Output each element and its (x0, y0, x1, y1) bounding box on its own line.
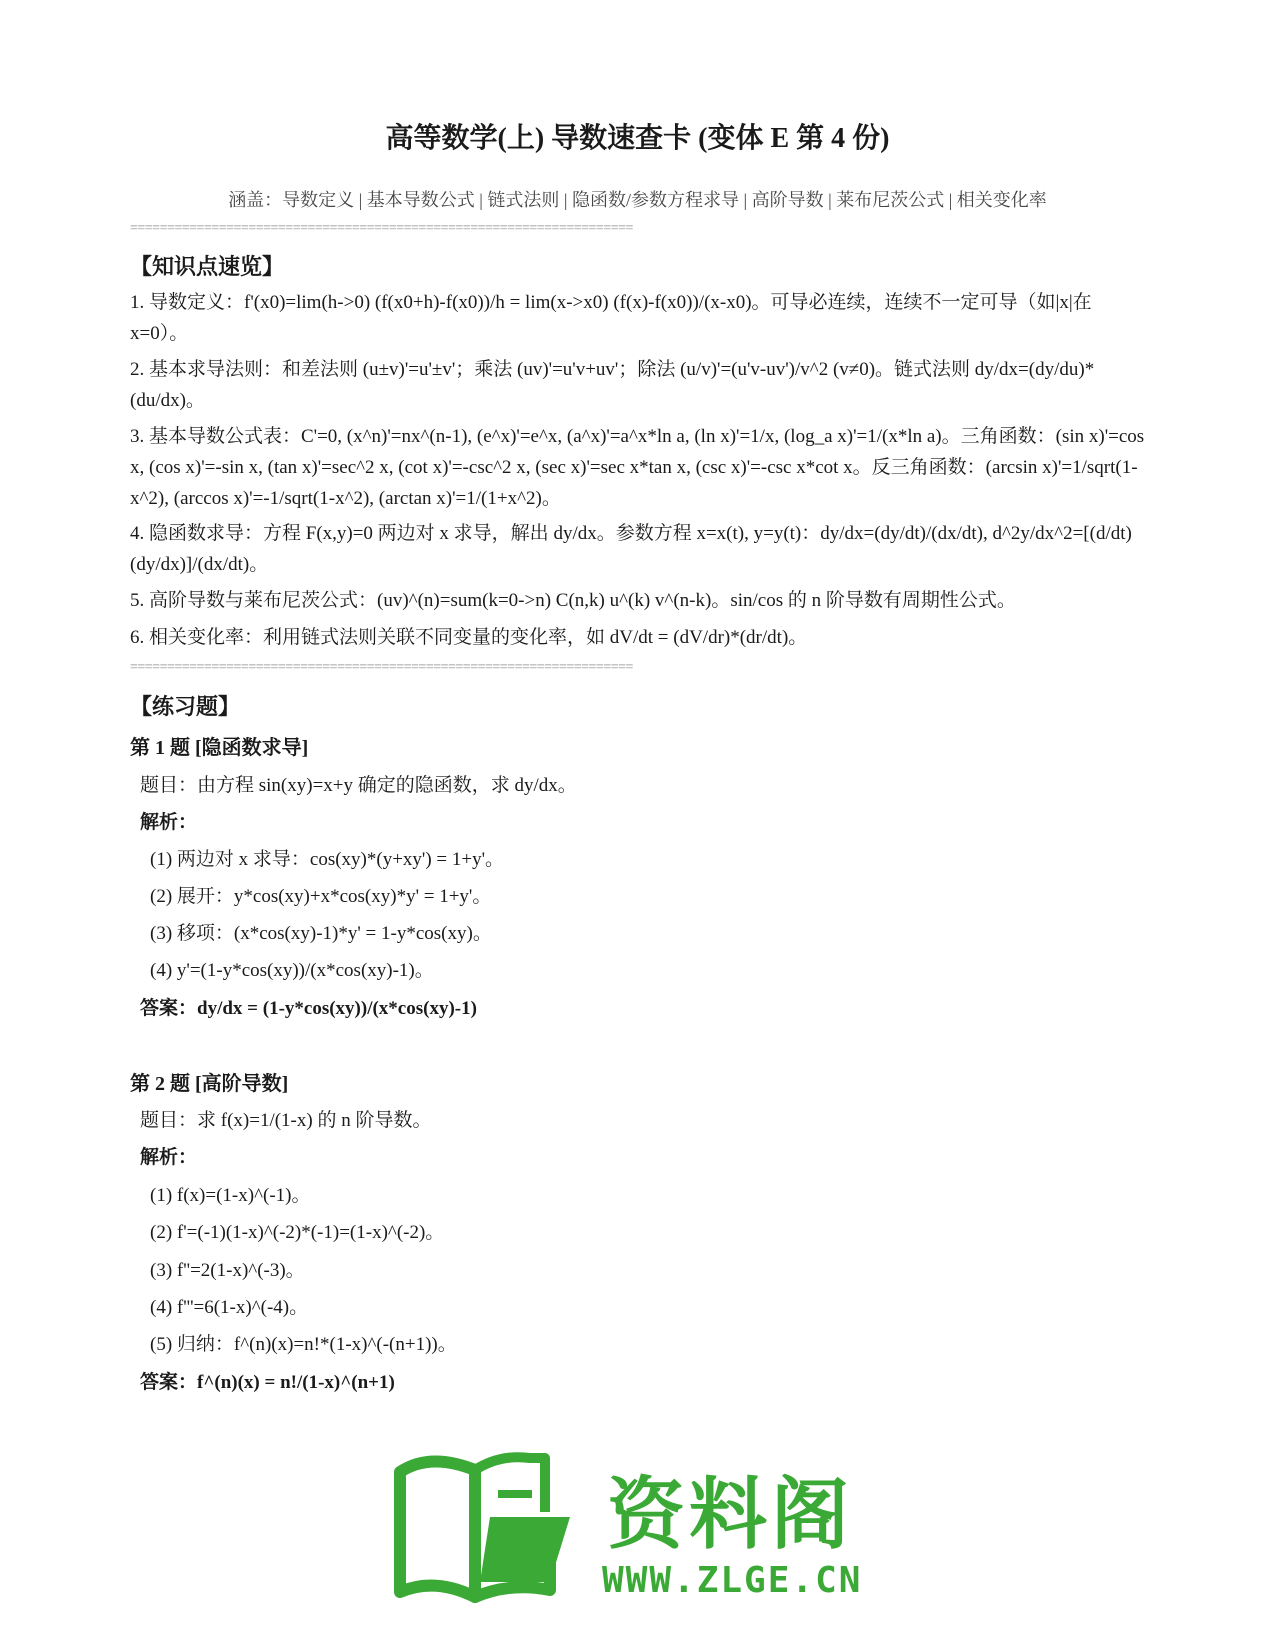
watermark-name: 资料阁 (607, 1470, 854, 1560)
question-2-step-1: (1) f(x)=(1-x)^(-1)。 (150, 1185, 311, 1206)
knowledge-item-5: 5. 高阶导数与莱布尼茨公式：(uv)^(n)=sum(k=0->n) C(n,k) u^(k) v^(n-k)。sin/cos 的 n 阶导数有周期性公式。 (130, 590, 1016, 611)
question-2-title: 第 2 题 [高阶导数] (130, 1073, 289, 1095)
page-title: 高等数学(上) 导数速查卡 (变体 E 第 4 份) (385, 123, 890, 154)
knowledge-item-2: 2. 基本求导法则：和差法则 (u±v)'=u'±v'；乘法 (uv)'=u'v+uv'；除法 (u/v)'=(u'v-uv')/v^2 (v≠0)。链式法则 dy/dx=(dy/du)*(du/dx)。 (130, 359, 1095, 411)
open-book-icon (380, 1432, 580, 1612)
watermark-logo (402, 1442, 882, 1627)
question-2-step-2: (2) f'=(-1)(1-x)^(-2)*(-1)=(1-x)^(-2)。 (150, 1222, 445, 1243)
question-1-step-3: (3) 移项：(x*cos(xy)-1)*y' = 1-y*cos(xy)。 (150, 923, 492, 944)
knowledge-item-3: 3. 基本导数公式表：C'=0, (x^n)'=nx^(n-1), (e^x)'=e^x, (a^x)'=a^x*ln a, (ln x)'=1/x, (log_a x)'=1/(x*ln a)。三角函数：(sin x)'=cos x, (cos x)'=-sin x, (tan x)'=sec^2 x, (cot x)'=-csc^2 x, (sec x)'=sec x*tan x, (csc x)'=-csc x*cot x。反三角函数：(arcsin x)'=1/sqrt(1-x^2), (arccos x)'=-1/sqrt(1-x^2), (arctan x)'=1/(1+x^2)。 (130, 426, 1145, 509)
page-subtitle: 涵盖：导数定义 | 基本导数公式 | 链式法则 | 隐函数/参数方程求导 | 高阶导数 | 莱布尼茨公式 | 相关变化率 (228, 190, 1047, 210)
practice-heading: 【练习题】 (130, 694, 241, 719)
knowledge-item-6: 6. 相关变化率：利用链式法则关联不同变量的变化率，如 dV/dt = (dV/dr)*(dr/dt)。 (130, 627, 808, 648)
question-1-step-1: (1) 两边对 x 求导：cos(xy)*(y+xy') = 1+y'。 (150, 849, 505, 870)
question-1-text: 题目：由方程 sin(xy)=x+y 确定的隐函数，求 dy/dx。 (140, 775, 577, 796)
knowledge-heading: 【知识点速览】 (130, 254, 285, 279)
question-1-analysis-label: 解析： (140, 812, 198, 833)
question-1-step-2: (2) 展开：y*cos(xy)+x*cos(xy)*y' = 1+y'。 (150, 886, 492, 907)
question-1-answer: 答案：dy/dx = (1-y*cos(xy))/(x*cos(xy)-1) (140, 998, 477, 1019)
question-1-title: 第 1 题 [隐函数求导] (130, 737, 309, 759)
watermark-url: WWW.ZLGE.CN (602, 1560, 863, 1601)
question-1-step-4: (4) y'=(1-y*cos(xy))/(x*cos(xy)-1)。 (150, 960, 434, 981)
question-2-step-3: (3) f''=2(1-x)^(-3)。 (150, 1260, 305, 1281)
question-2-answer: 答案：f^(n)(x) = n!/(1-x)^(n+1) (140, 1372, 395, 1393)
question-2-step-4: (4) f'''=6(1-x)^(-4)。 (150, 1297, 309, 1318)
divider-top: ==================================================================== (130, 221, 633, 236)
knowledge-item-4: 4. 隐函数求导：方程 F(x,y)=0 两边对 x 求导，解出 dy/dx。参数方程 x=x(t), y=y(t)：dy/dx=(dy/dt)/(dx/dt), d^2y/dx^2=[(d/dt)(dy/dx)]/(dx/dt)。 (130, 523, 1132, 575)
knowledge-item-1: 1. 导数定义：f'(x0)=lim(h->0) (f(x0+h)-f(x0))/h = lim(x->x0) (f(x)-f(x0))/(x-x0)。可导必连续，连续不一定可导（如|x|在 x=0）。 (130, 292, 1092, 344)
question-2-text: 题目：求 f(x)=1/(1-x) 的 n 阶导数。 (140, 1110, 432, 1131)
question-2-analysis-label: 解析： (140, 1147, 198, 1168)
divider-middle: ==================================================================== (130, 660, 633, 675)
question-2-step-5: (5) 归纳：f^(n)(x)=n!*(1-x)^(-(n+1))。 (150, 1334, 457, 1355)
